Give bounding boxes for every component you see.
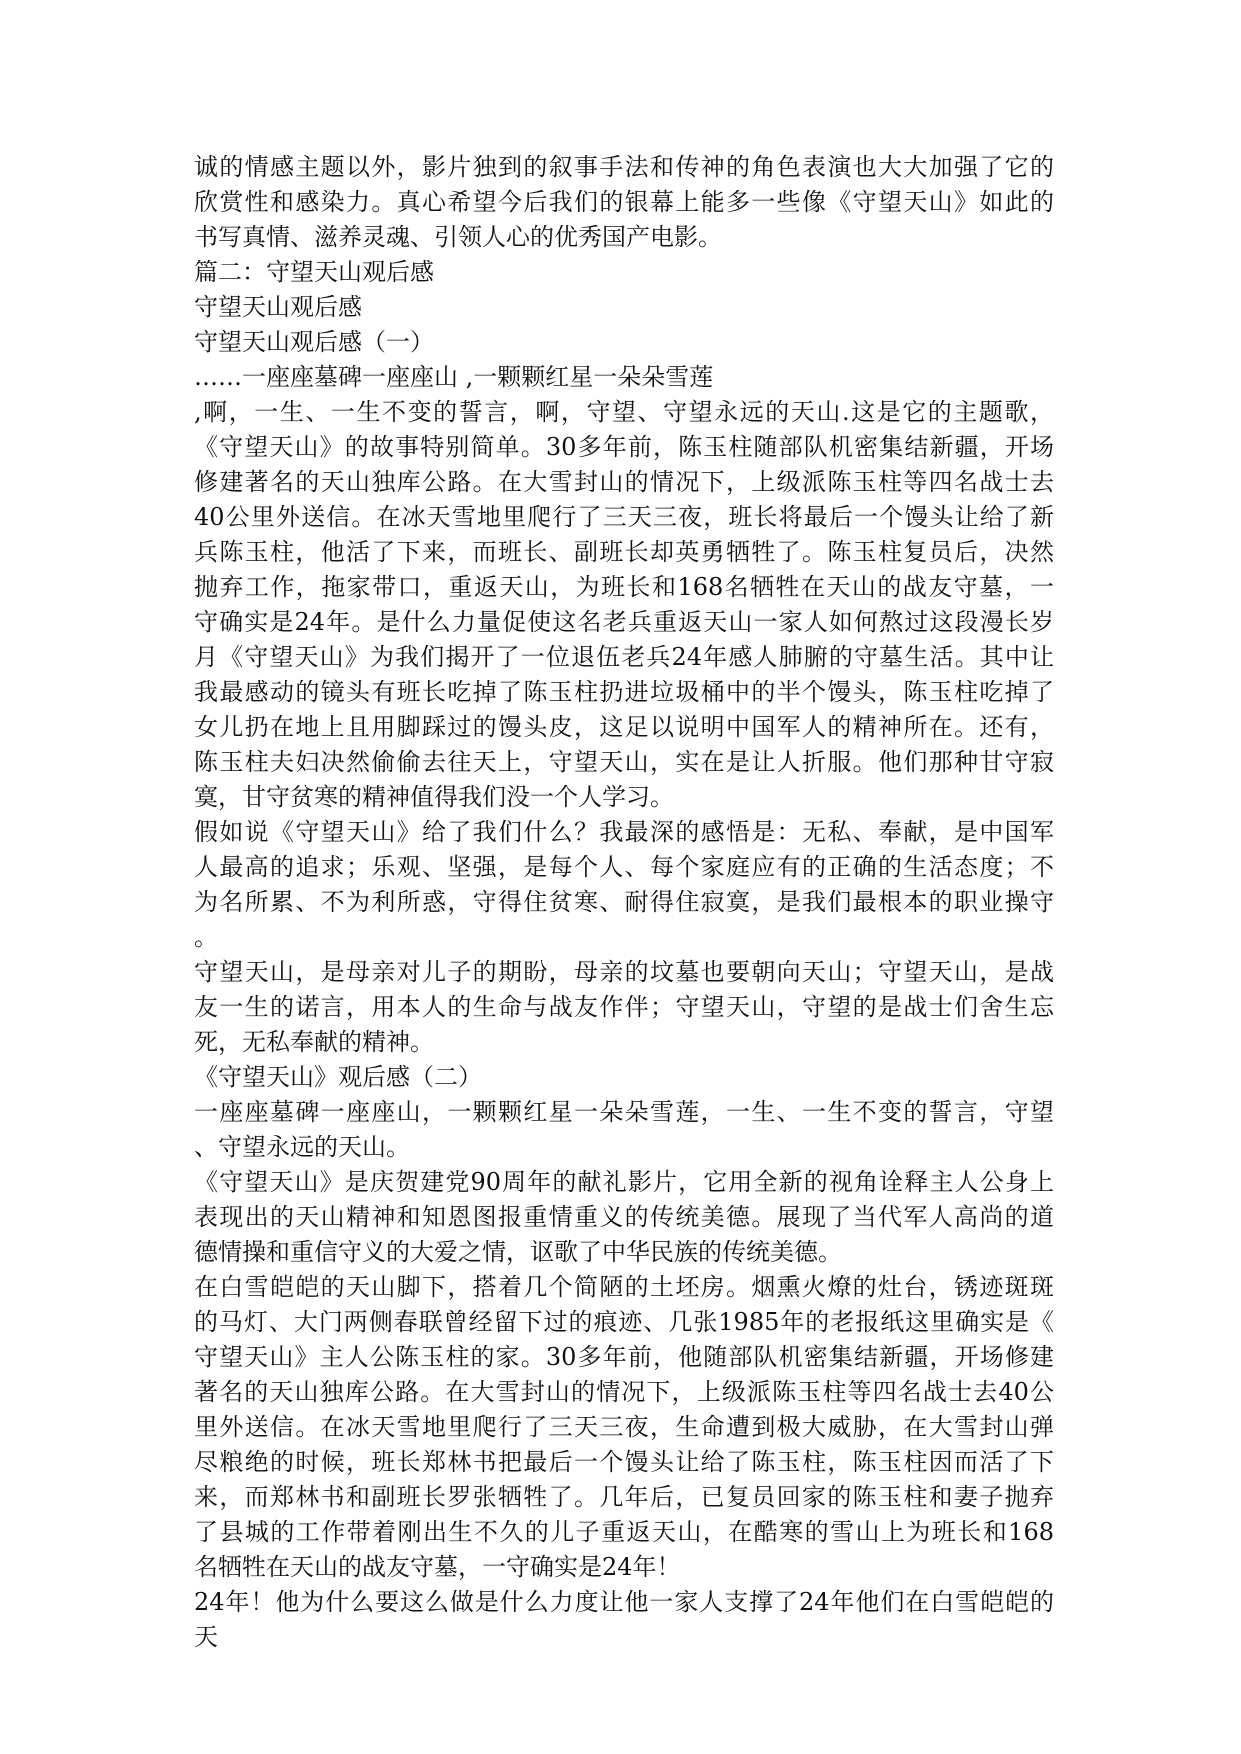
article-title: 守望天山观后感 bbox=[194, 293, 362, 321]
text-line: 24年！他为什么要这么做是什么力度让他一家人支撑了24年他们在白雪皑皑的 bbox=[194, 1588, 1054, 1616]
text-line: 抛弃工作，拖家带口，重返天山，为班长和168名牺牲在天山的战友守墓，一 bbox=[194, 573, 1054, 601]
text-line: 《守望天山》的故事特别简单。30多年前，陈玉柱随部队机密集结新疆，开场 bbox=[194, 433, 1054, 461]
text-line: 里外送信。在冰天雪地里爬行了三天三夜，生命遭到极大威胁，在大雪封山弹 bbox=[194, 1413, 1054, 1441]
text-line: 、守望永远的天山。 bbox=[194, 1133, 410, 1161]
text-line: ,啊，一生、一生不变的誓言，啊，守望、守望永远的天山.这是它的主题歌， bbox=[194, 398, 1054, 426]
text-line: 人最高的追求；乐观、坚强，是每个人、每个家庭应有的正确的生活态度；不 bbox=[194, 853, 1054, 881]
text-line: 修建著名的天山独库公路。在大雪封山的情况下，上级派陈玉柱等四名战士去 bbox=[194, 468, 1054, 496]
text-line: 兵陈玉柱，他活了下来，而班长、副班长却英勇牺牲了。陈玉柱复员后，决然 bbox=[194, 538, 1054, 566]
section-heading: 篇二：守望天山观后感 bbox=[194, 258, 434, 286]
text-line: 书写真情、滋养灵魂、引领人心的优秀国产电影。 bbox=[194, 223, 722, 251]
text-line: 40公里外送信。在冰天雪地里爬行了三天三夜，班长将最后一个馒头让给了新 bbox=[194, 503, 1054, 531]
text-line: 友一生的诺言，用本人的生命与战友作伴；守望天山，守望的是战士们舍生忘 bbox=[194, 993, 1054, 1021]
text-line: 假如说《守望天山》给了我们什么？我最深的感悟是：无私、奉献，是中国军 bbox=[194, 818, 1054, 846]
text-line: 守确实是24年。是什么力量促使这名老兵重返天山一家人如何熬过这段漫长岁 bbox=[194, 608, 1054, 636]
text-line: 。 bbox=[194, 923, 218, 951]
text-line: 诚的情感主题以外，影片独到的叙事手法和传神的角色表演也大大加强了它的 bbox=[194, 153, 1054, 181]
text-line: 死，无私奉献的精神。 bbox=[194, 1028, 434, 1056]
subsection-heading: 守望天山观后感（一） bbox=[194, 328, 434, 356]
text-line: 《守望天山》是庆贺建党90周年的献礼影片，它用全新的视角诠释主人公身上 bbox=[194, 1168, 1054, 1196]
text-line: 我最感动的镜头有班长吃掉了陈玉柱扔进垃圾桶中的半个馒头，陈玉柱吃掉了 bbox=[194, 678, 1054, 706]
text-line: 尽粮绝的时候，班长郑林书把最后一个馒头让给了陈玉柱，陈玉柱因而活了下 bbox=[194, 1448, 1054, 1476]
text-line: 守望天山》主人公陈玉柱的家。30多年前，他随部队机密集结新疆，开场修建 bbox=[194, 1343, 1054, 1371]
text-line: 为名所累、不为利所惑，守得住贫寒、耐得住寂寞，是我们最根本的职业操守 bbox=[194, 888, 1054, 916]
text-line: ……一座座墓碑一座座山 ,一颗颗红星一朵朵雪莲 bbox=[194, 363, 714, 391]
text-line: 寞，甘守贫寒的精神值得我们没一个人学习。 bbox=[194, 783, 674, 811]
text-line: 了县城的工作带着刚出生不久的儿子重返天山，在酷寒的雪山上为班长和168 bbox=[194, 1518, 1054, 1546]
text-line: 天 bbox=[194, 1623, 218, 1651]
text-line: 守望天山，是母亲对儿子的期盼，母亲的坟墓也要朝向天山；守望天山，是战 bbox=[194, 958, 1054, 986]
text-line: 表现出的天山精神和知恩图报重情重义的传统美德。展现了当代军人高尚的道 bbox=[194, 1203, 1054, 1231]
text-line: 欣赏性和感染力。真心希望今后我们的银幕上能多一些像《守望天山》如此的 bbox=[194, 188, 1054, 216]
subsection-heading: 《守望天山》观后感（二） bbox=[194, 1063, 482, 1091]
text-line: 著名的天山独库公路。在大雪封山的情况下，上级派陈玉柱等四名战士去40公 bbox=[194, 1378, 1054, 1406]
document-body bbox=[194, 150, 1054, 1655]
text-line: 德情操和重信守义的大爱之情，讴歌了中华民族的传统美德。 bbox=[194, 1238, 842, 1266]
text-line: 名牺牲在天山的战友守墓，一守确实是24年！ bbox=[194, 1553, 681, 1581]
text-line: 月《守望天山》为我们揭开了一位退伍老兵24年感人肺腑的守墓生活。其中让 bbox=[194, 643, 1054, 671]
text-line: 来，而郑林书和副班长罗张牺牲了。几年后，已复员回家的陈玉柱和妻子抛弃 bbox=[194, 1483, 1054, 1511]
text-line: 的马灯、大门两侧春联曾经留下过的痕迹、几张1985年的老报纸这里确实是《 bbox=[194, 1308, 1054, 1336]
text-line: 在白雪皑皑的天山脚下，搭着几个简陋的土坯房。烟熏火燎的灶台，锈迹斑斑 bbox=[194, 1273, 1054, 1301]
text-line: 陈玉柱夫妇决然偷偷去往天上，守望天山，实在是让人折服。他们那种甘守寂 bbox=[194, 748, 1054, 776]
text-line: 女儿扔在地上且用脚踩过的馒头皮，这足以说明中国军人的精神所在。还有， bbox=[194, 713, 1054, 741]
text-line: 一座座墓碑一座座山，一颗颗红星一朵朵雪莲，一生、一生不变的誓言，守望 bbox=[194, 1098, 1054, 1126]
